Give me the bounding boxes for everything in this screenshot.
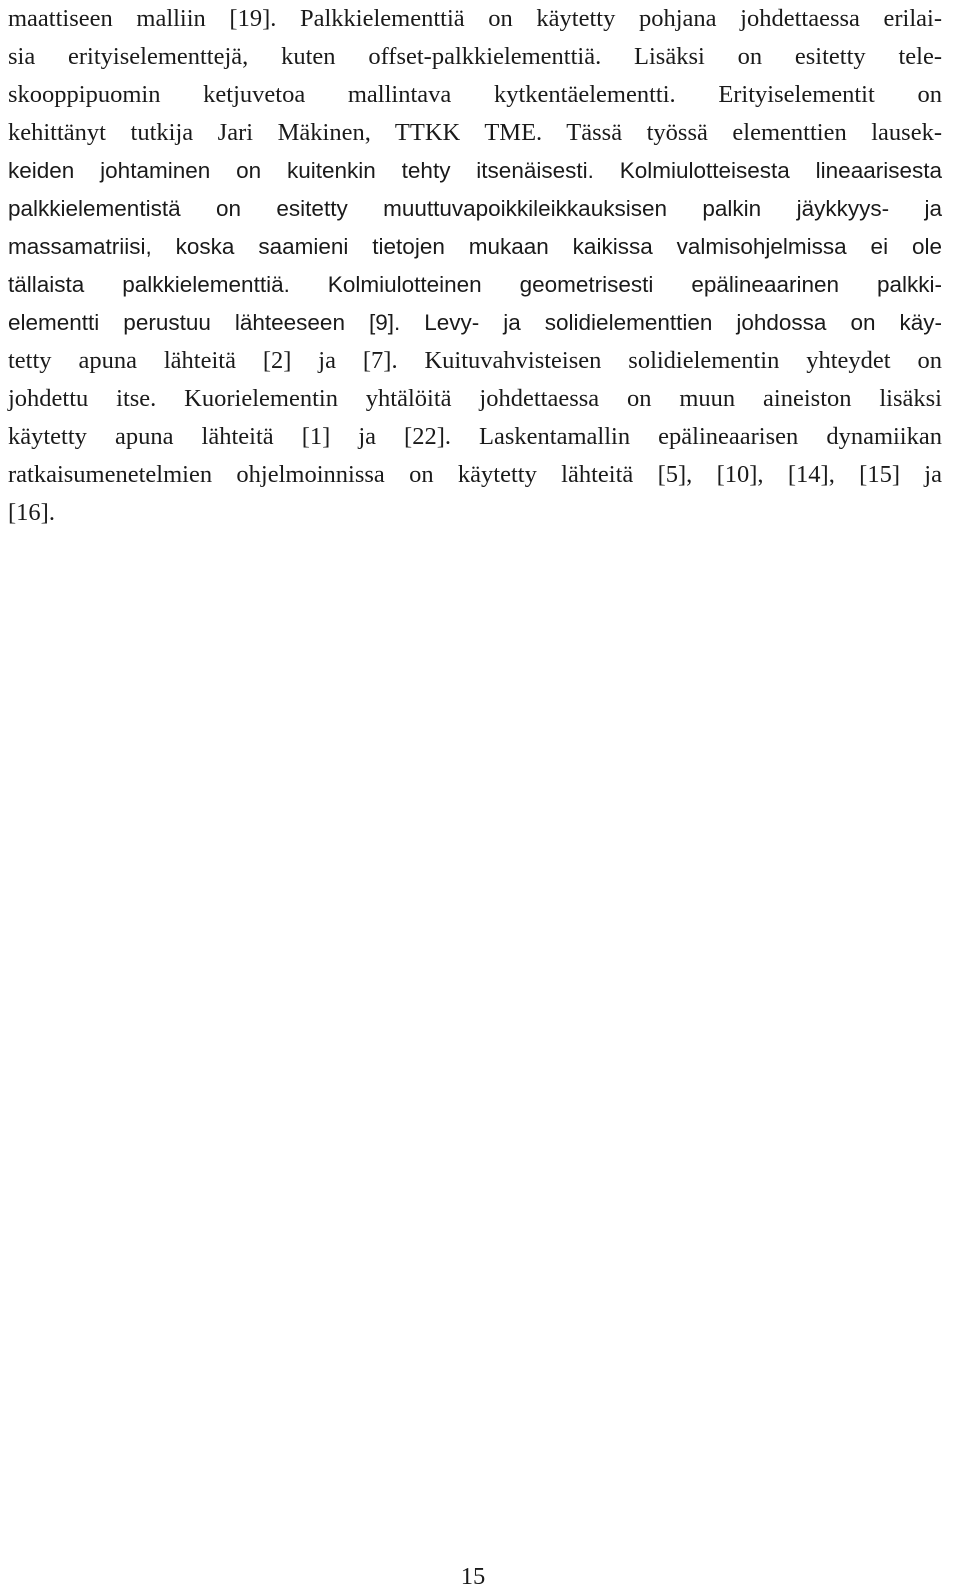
text-line-13: ratkaisumenetelmien ohjelmoinnissa on käytetty lähteitä [5], [10], [14], [15] ja [8, 461, 942, 488]
text-line-5: keiden johtaminen on kuitenkin tehty itsenäisesti. Kolmiulotteisesta lineaarisesta [8, 158, 942, 183]
text-line-7: massamatriisi, koska saamieni tietojen mukaan kaikissa valmisohjelmissa ei ole [8, 234, 942, 259]
text-line-4: kehittänyt tutkija Jari Mäkinen, TTKK TME. Tässä työssä elementtien lausek- [8, 119, 942, 146]
page-number: 15 [460, 1563, 486, 1590]
text-line-3: skooppipuomin ketjuvetoa mallintava kytkentäelementti. Erityiselementit on [8, 81, 942, 108]
text-line-14: [16]. [8, 499, 55, 526]
text-line-11: johdettu itse. Kuorielementin yhtälöitä johdettaessa on muun aineiston lisäksi [8, 385, 942, 412]
text-line-2: sia erityiselementtejä, kuten offset-palkkielementtiä. Lisäksi on esitetty tele- [8, 43, 942, 70]
text-line-1: maattiseen malliin [19]. Palkkielementtiä on käytetty pohjana johdettaessa erilai- [8, 5, 942, 32]
text-line-8: tällaista palkkielementtiä. Kolmiulotteinen geometrisesti epälineaarinen palkki- [8, 272, 942, 297]
text-line-12: käytetty apuna lähteitä [1] ja [22]. Laskentamallin epälineaarisen dynamiikan [8, 423, 942, 450]
text-line-6: palkkielementistä on esitetty muuttuvapoikkileikkauksisen palkin jäykkyys- ja [8, 196, 942, 221]
text-line-10: tetty apuna lähteitä [2] ja [7]. Kuituvahvisteisen solidielementin yhteydet on [8, 347, 942, 374]
text-line-9: elementti perustuu lähteeseen [9]. Levy- ja solidielementtien johdossa on käy- [8, 310, 942, 335]
